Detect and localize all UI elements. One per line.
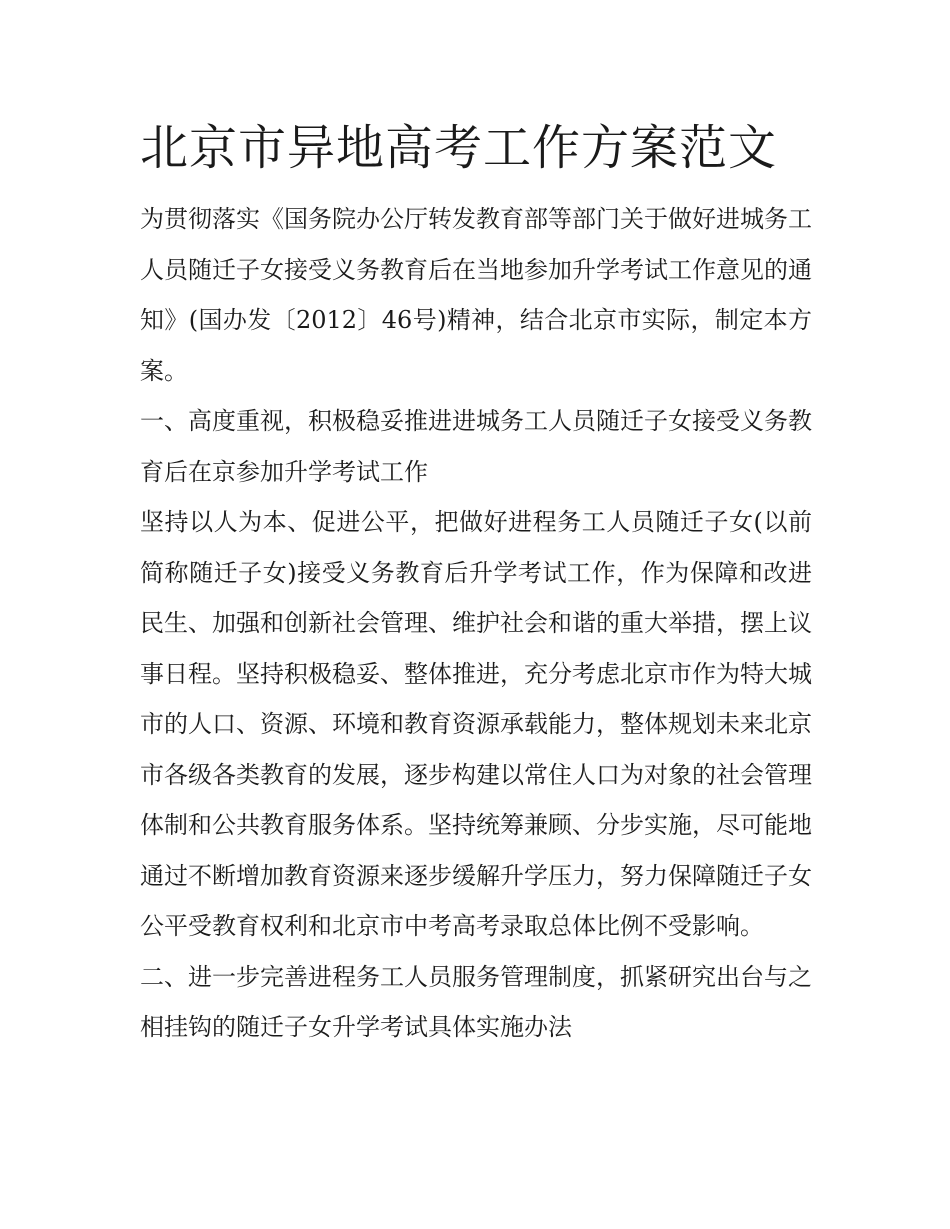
intro-paragraph: 为贯彻落实《国务院办公厅转发教育部等部门关于做好进城务工人员随迁子女接受义务教育后在当地参加升学考试工作意见的通知》(国办发〔2012〕46号)精神，结合北京市实际，制定本方案。 — [140, 205, 812, 385]
section-heading-2: 二、进一步完善进程务工人员服务管理制度，抓紧研究出台与之相挂钩的随迁子女升学考试具体实施办法 — [140, 962, 812, 1041]
body-paragraph: 坚持以人为本、促进公平，把做好进程务工人员随迁子女(以前简称随迁子女)接受义务教育后升学考试工作，作为保障和改进民生、加强和创新社会管理、维护社会和谐的重大举措，摆上议事日程。坚持积极稳妥、整体推进，充分考虑北京市作为特大城市的人口、资源、环境和教育资源承载能力，整体规划未来北京市各级各类教育的发展，逐步构建以常住人口为对象的社会管理体制和公共教育服务体系。坚持统筹兼顾、分步实施，尽可能地通过不断增加教育资源来逐步缓解升学压力，努力保障随迁子女公平受教育权利和北京市中考高考录取总体比例不受影响。 — [140, 508, 812, 940]
document-title: 北京市异地高考工作方案范文 — [140, 120, 778, 176]
document-body — [140, 112, 812, 1053]
paragraph-list — [140, 194, 812, 1053]
section-heading-1: 一、高度重视，积极稳妥推进进城务工人员随迁子女接受义务教育后在京参加升学考试工作 — [140, 407, 812, 486]
